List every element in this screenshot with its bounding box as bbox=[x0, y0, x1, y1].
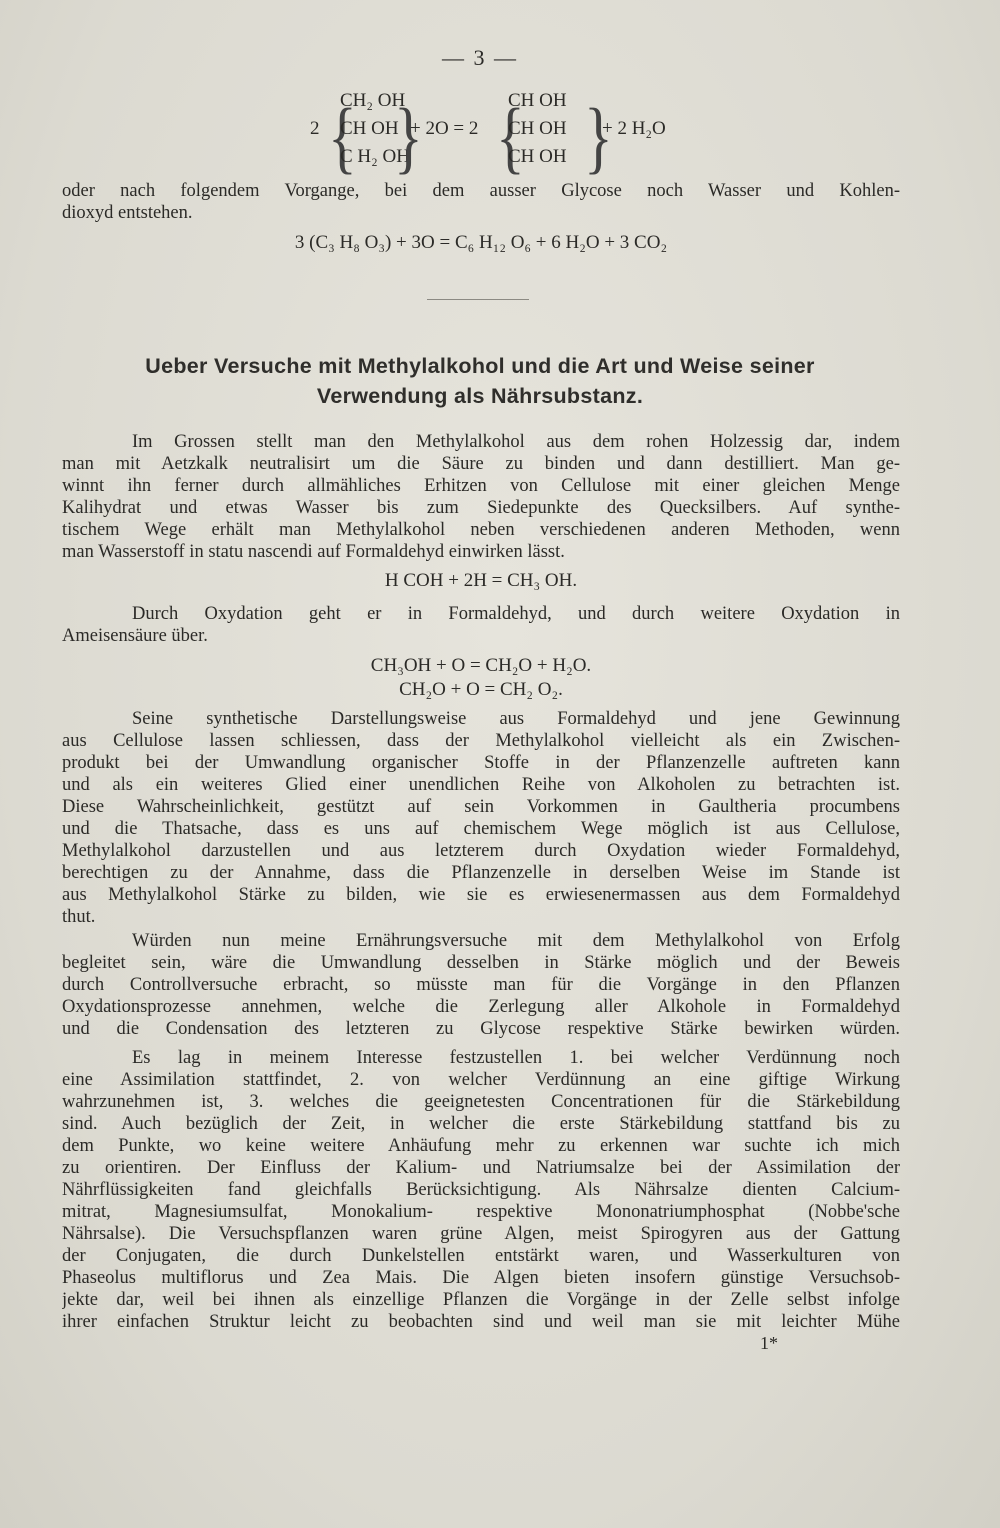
equation-middle: + 2O = 2 bbox=[410, 118, 479, 139]
text-line: man Wasserstoff in statu nascendi auf Formaldehyd einwirken lässt. bbox=[62, 542, 565, 562]
equation-tail: + 2 H₂O bbox=[602, 118, 666, 139]
text-line: eine Assimilation stattfindet, 2. von welcher Verdünnung an eine giftige Wirkung bbox=[62, 1070, 900, 1090]
text-line: der Conjugaten, die durch Dunkelstellen entstärkt waren, und Wasserkulturen von bbox=[62, 1246, 900, 1266]
text-line: ihrer einfachen Struktur leicht zu beobachten sind und weil man sie mit leichter Mühe bbox=[62, 1312, 900, 1332]
section-heading: Ueber Versuche mit Methylalkohol und die Art und Weise seiner bbox=[145, 354, 815, 378]
text-line: aus Methylalkohol Stärke zu bilden, wie sie es erwiesenermassen aus dem Formaldehyd bbox=[62, 885, 900, 905]
text-line: Kalihydrat und etwas Wasser bis zum Siedepunkte des Quecksilbers. Auf synthe- bbox=[62, 498, 900, 518]
text-line: Es lag in meinem Interesse festzustellen 1. bei welcher Verdünnung noch bbox=[132, 1048, 900, 1068]
text-line: sind. Auch bezüglich der Zeit, in welcher die erste Stärkebildung stattfand bis zu bbox=[62, 1114, 900, 1134]
section-heading: Verwendung als Nährsubstanz. bbox=[316, 384, 644, 408]
right-brace-icon: } bbox=[394, 91, 423, 182]
right-brace-icon: } bbox=[584, 91, 613, 182]
right-row: CH OH bbox=[508, 90, 567, 111]
text-line: Diese Wahrscheinlichkeit, gestützt auf sein Vorkommen in Gaultheria procumbens bbox=[62, 797, 900, 817]
left-row: CH OH bbox=[340, 118, 399, 139]
formula-formaldehyde-oxidation: CH₂O + O = CH₂ O₂. bbox=[399, 679, 563, 700]
text-line: thut. bbox=[62, 907, 96, 927]
text-line: durch Controllversuche erbracht, so müsste man für die Vorgänge in den Pflanzen bbox=[62, 975, 900, 995]
text-line: und als ein weiteres Glied einer unendlichen Reihe von Alkoholen zu betrachten ist. bbox=[62, 775, 900, 795]
text-line: winnt ihn ferner durch allmähliches Erhitzen von Cellulose mit einer gleichen Menge bbox=[62, 476, 900, 496]
equation-coefficient: 2 bbox=[310, 118, 320, 139]
formula-methanol-oxidation: CH₃OH + O = CH₂O + H₂O. bbox=[370, 655, 592, 676]
text-line: Ameisensäure über. bbox=[62, 626, 208, 646]
text-line: Seine synthetische Darstellungsweise aus Formaldehyd und jene Gewinnung bbox=[132, 709, 900, 729]
text-line: zu orientiren. Der Einfluss der Kalium- und Natriumsalze bei der Assimilation der bbox=[62, 1158, 900, 1178]
text-line: man mit Aetzkalk neutralisirt um die Säure zu binden und dann destilliert. Man ge- bbox=[62, 454, 900, 474]
left-row: C H₂ OH bbox=[340, 146, 410, 167]
text-line: Nährsalse). Die Versuchspflanzen waren grüne Algen, meist Spirogyren aus der Gattung bbox=[62, 1224, 900, 1244]
text-line: mitrat, Magnesiumsulfat, Monokalium- respektive Mononatriumphosphat (Nobbe'sche bbox=[62, 1202, 900, 1222]
left-brace-icon: { bbox=[328, 91, 357, 182]
text-line: Methylalkohol darzustellen und aus letzterem durch Oxydation wieder Formaldehyd, bbox=[62, 841, 900, 861]
left-brace-icon: { bbox=[496, 91, 525, 182]
page-number: — 3 — bbox=[442, 45, 518, 70]
text-line: berechtigen zu der Annahme, dass die Pflanzenzelle in derselben Weise im Stande ist bbox=[62, 863, 900, 883]
left-row: CH₂ OH bbox=[340, 90, 406, 111]
right-row: CH OH bbox=[508, 118, 567, 139]
section-divider bbox=[427, 299, 529, 300]
chemical-equation-block bbox=[300, 88, 700, 182]
text-line: wahrzunehmen ist, 3. welches die geeignetesten Concentrationen für die Stärkebildung bbox=[62, 1092, 900, 1112]
text-line: aus Cellulose lassen schliessen, dass der Methylalkohol vielleicht als ein Zwischen- bbox=[62, 731, 900, 751]
text-line: jekte dar, weil bei ihnen als einzellige Pflanzen die Vorgänge in der Zelle selbst infolge bbox=[62, 1290, 900, 1310]
text-line: Phaseolus multiflorus und Zea Mais. Die Algen bieten insofern günstige Versuchsob- bbox=[62, 1268, 900, 1288]
text-line: dem Punkte, wo keine weitere Anhäufung mehr zu erkennen war suchte ich mich bbox=[62, 1136, 900, 1156]
text-line: Oxydationsprozesse annehmen, welche die Zerlegung aller Alkohole in Formaldehyd bbox=[62, 997, 900, 1017]
text-line: Durch Oxydation geht er in Formaldehyd, und durch weitere Oxydation in bbox=[132, 604, 900, 624]
text-line: produkt bei der Umwandlung organischer Stoffe in der Pflanzenzelle auftreten kann bbox=[62, 753, 900, 773]
text-line: begleitet sein, wäre die Umwandlung desselben in Stärke möglich und der Beweis bbox=[62, 953, 900, 973]
text-line: und die Thatsache, dass es uns auf chemischem Wege möglich ist aus Cellulose, bbox=[62, 819, 900, 839]
text-line: tischem Wege erhält man Methylalkohol neben verschiedenen anderen Methoden, wenn bbox=[62, 520, 900, 540]
text-line: Würden nun meine Ernährungsversuche mit dem Methylalkohol von Erfolg bbox=[132, 931, 900, 951]
formula-methanol-synthesis: H COH + 2H = CH₃ OH. bbox=[384, 570, 578, 591]
text-line: und die Condensation des letzteren zu Glycose respektive Stärke bewirken würden. bbox=[62, 1019, 900, 1039]
text-line: Nährflüssigkeiten fand gleichfalls Berücksichtigung. Als Nährsalze dienten Calcium- bbox=[62, 1180, 900, 1200]
right-row: CH OH bbox=[508, 146, 567, 167]
text-line: dioxyd entstehen. bbox=[62, 203, 193, 223]
formula-glycerin-oxidation: 3 (C₃ H₈ O₃) + 3O = C₆ H₁₂ O₆ + 6 H₂O + 3 CO₂ bbox=[294, 232, 668, 253]
text-line: Im Grossen stellt man den Methylalkohol aus dem rohen Holzessig dar, indem bbox=[132, 432, 900, 452]
signature-mark: 1* bbox=[760, 1333, 778, 1353]
text-line: oder nach folgendem Vorgange, bei dem ausser Glycose noch Wasser und Kohlen- bbox=[62, 181, 900, 201]
